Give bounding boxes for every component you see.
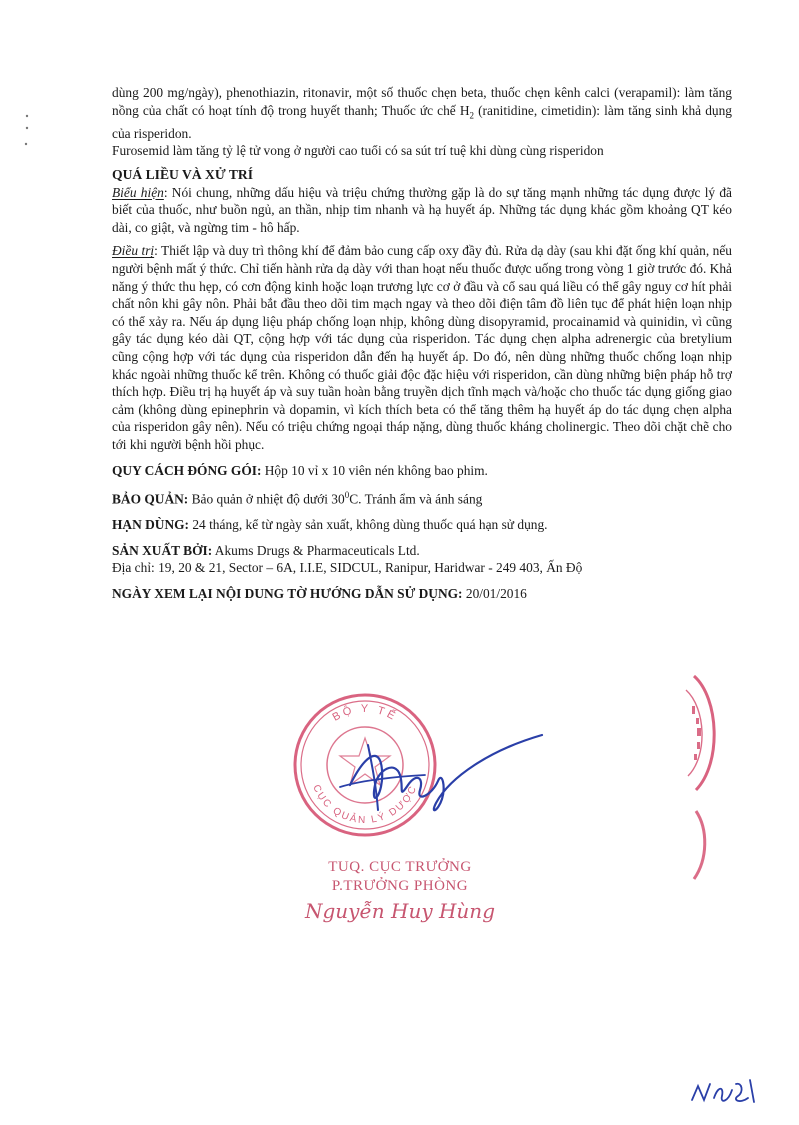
overdose-heading: QUÁ LIỀU VÀ XỬ TRÍ xyxy=(112,167,253,183)
symptoms-paragraph: Biểu hiện: Nói chung, những dấu hiệu và triệu chứng thường gặp là do sự tăng mạnh những tác dụng được lý đã biết của thuốc, như buồn ngủ, an thần, nhịp tim nhanh và hạ huyết áp. Những tác dụng khác gồm khoảng QT kéo dài, co giật, và ngừng tim - hô hấp. xyxy=(112,184,732,235)
company-stamp-partial xyxy=(664,668,724,798)
address-line: Địa chỉ: 19, 20 & 21, Sector – 6A, I.I.E, SIDCUL, Ranipur, Haridwar - 249 403, Ấn Độ xyxy=(112,560,583,576)
stamp-text-bottom: CỤC QUẢN LÝ DƯỢC xyxy=(310,783,420,827)
approval-title-2: P.TRƯỞNG PHÒNG xyxy=(331,878,469,894)
manufacturer-line: SẢN XUẤT BỞI: Akums Drugs & Pharmaceuticals Ltd. xyxy=(112,542,420,558)
stamp-edge-mark xyxy=(682,805,722,885)
packing-line: QUY CÁCH ĐÓNG GÓI: Hộp 10 vỉ x 10 viên nén không bao phim. xyxy=(112,462,488,478)
handwritten-initials xyxy=(688,1072,763,1112)
review-date-line: NGÀY XEM LẠI NỘI DUNG TỜ HƯỚNG DẪN SỬ DỤNG: 20/01/2016 xyxy=(112,585,527,601)
stamp-text-top: BỘ Y TẾ xyxy=(330,702,400,724)
furosemid-paragraph: Furosemid làm tăng tỷ lệ tử vong ở người cao tuổi có sa sút trí tuệ khi dùng cùng risperidon xyxy=(112,143,604,159)
margin-marks xyxy=(20,112,34,162)
approver-name: Nguyễn Huy Hùng xyxy=(304,899,495,923)
approval-title-1: TUQ. CỤC TRƯỞNG xyxy=(328,859,472,875)
treatment-paragraph: Điều trị: Thiết lập và duy trì thông khí để đảm bảo cung cấp oxy đầy đủ. Rửa dạ dày (sau khi đặt ống khí quản, nếu người bệnh mất ý thức. Chỉ tiến hành rửa dạ dày với than hoạt nếu thuốc được uống trong vòng 1 giờ trước đó. Khả năng ý thức thu hẹp, có cơn động kinh hoặc loạn trương lực cơ ở đầu và cổ sau quá liều có thể gây nguy cơ hít phải chất nôn khi gây nôn. Phải bắt đầu theo dõi tim mạch ngay và theo dõi điện tâm đồ liên tục để phát hiện loạn nhịp có thể xảy ra. Nếu áp dụng liệu pháp chống loạn nhịp, không dùng disopyramid, procainamid và quinidin, vì cũng gây tác dụng kéo dài QT, cộng hợp với tác dụng của risperidon. Tác dụng chẹn alpha adrenergic của bretylium cũng cộng hợp với tác dụng của risperidon dẫn đến hạ huyết áp. Do đó, nên dùng những thuốc chống loạn nhịp khác ngoài những thuốc kể trên. Không có thuốc giải độc đặc hiệu với risperidon, cần dùng những biện pháp hỗ trợ thích hợp. Điều trị hạ huyết áp và suy tuần hoàn bằng truyền dịch tĩnh mạch và/hoặc cho thuốc tác dụng giống giao cảm (không dùng epinephrin và dopamin, vì kích thích beta có thể tăng thêm hạ huyết áp do tác dụng chẹn alpha của risperidon gây nên). Nếu có triệu chứng ngoại tháp nặng, dùng thuốc kháng cholinergic. Theo dõi chặt chẽ cho tới khi người bệnh hồi phục. xyxy=(112,243,732,452)
interactions-paragraph: dùng 200 mg/ngày), phenothiazin, ritonavir, một số thuốc chẹn beta, thuốc chẹn kênh calci (verapamil): làm tăng nồng của chất có hoạt tính độ trong huyết thanh; Thuốc ức chế $H_2$ (ranitidine, cimetidin): làm tăng sinh khả dụng của risperidon. xyxy=(112,85,732,141)
signature xyxy=(320,715,550,825)
document-body xyxy=(112,84,732,603)
expiry-line: HẠN DÙNG: 24 tháng, kể từ ngày sản xuất, không dùng thuốc quá hạn sử dụng. xyxy=(112,517,548,533)
storage-line: BẢO QUẢN: Bảo quản ở nhiệt độ dưới $30^0C$. Tránh ẩm và ánh sáng xyxy=(112,490,483,507)
approval-block xyxy=(300,858,500,924)
